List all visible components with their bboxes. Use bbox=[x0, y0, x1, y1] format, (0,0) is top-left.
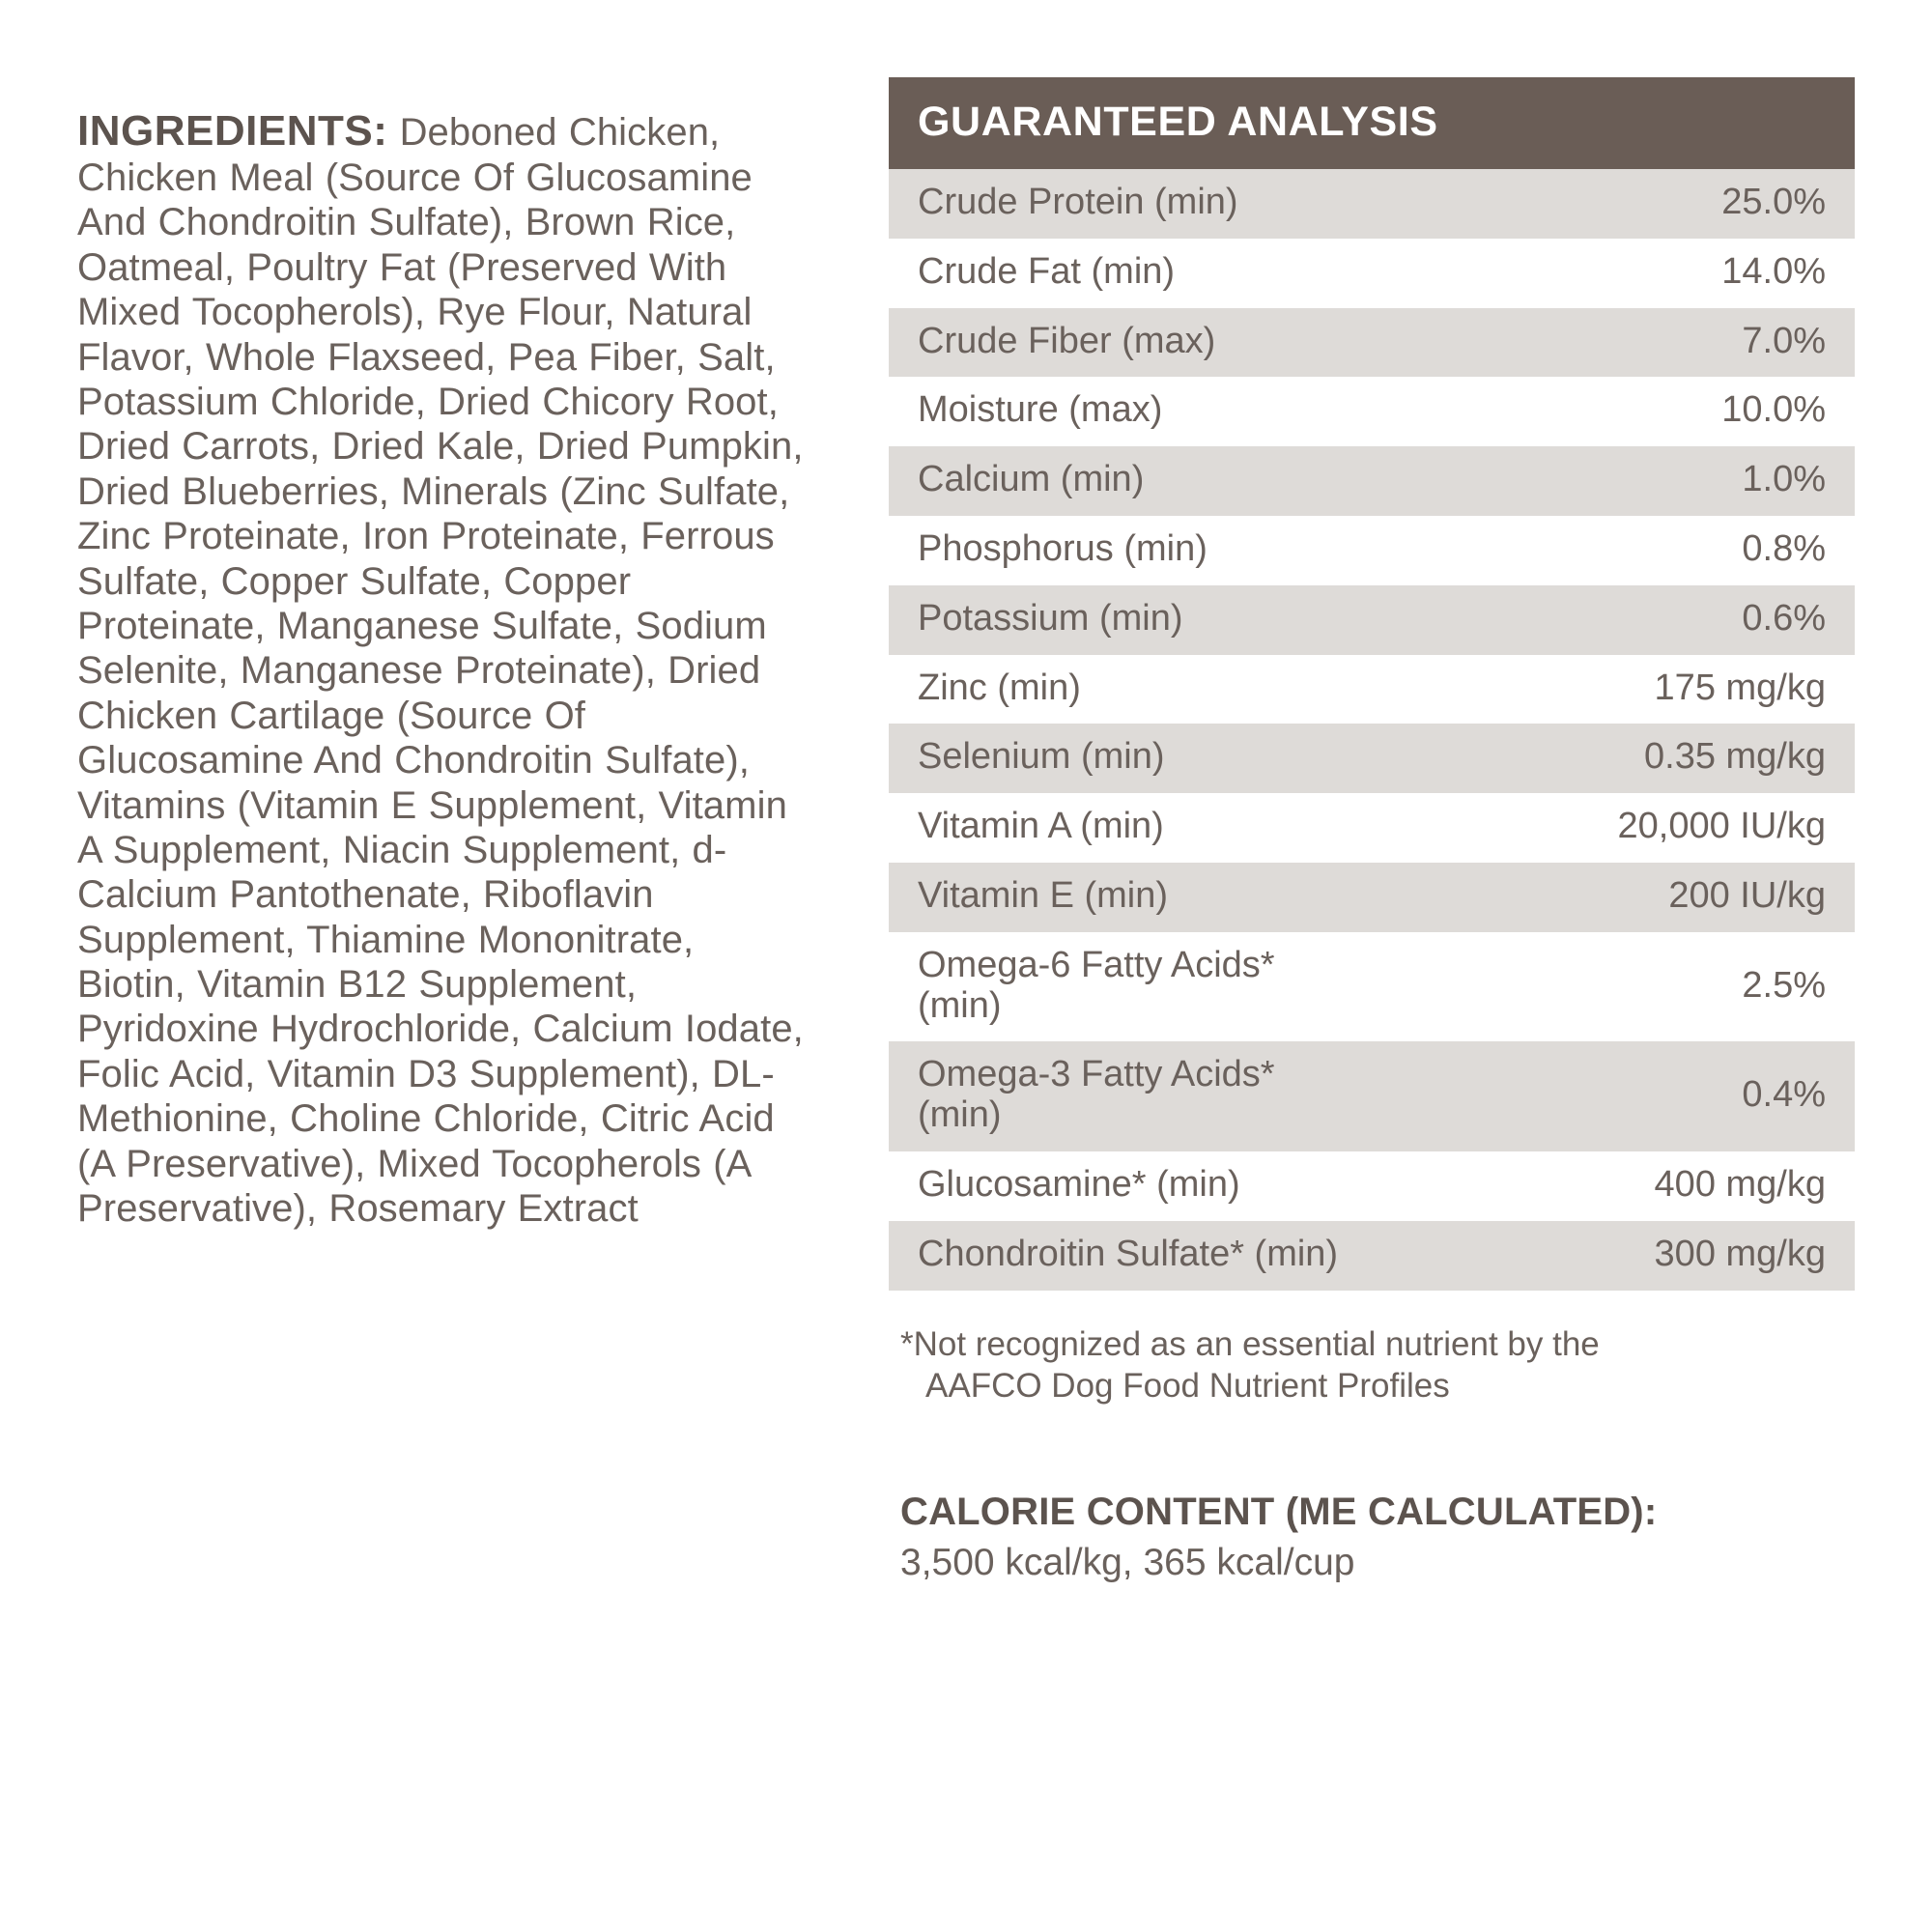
table-row bbox=[889, 863, 1855, 932]
nutrient-name: Crude Fat (min) bbox=[889, 239, 1372, 308]
table-row bbox=[889, 932, 1855, 1042]
nutrient-value: 20,000 IU/kg bbox=[1372, 793, 1855, 863]
nutrient-value: 25.0% bbox=[1372, 169, 1855, 239]
analysis-section bbox=[889, 68, 1855, 1864]
calorie-content-title: CALORIE CONTENT (ME CALCULATED): bbox=[900, 1491, 1658, 1534]
table-row bbox=[889, 308, 1855, 378]
guaranteed-analysis-title: GUARANTEED ANALYSIS bbox=[889, 77, 1855, 169]
table-row bbox=[889, 239, 1855, 308]
nutrient-name: Crude Fiber (max) bbox=[889, 308, 1372, 378]
nutrient-name: Potassium (min) bbox=[889, 585, 1372, 655]
table-row bbox=[889, 446, 1855, 516]
table-row bbox=[889, 1041, 1855, 1151]
nutrient-value: 300 mg/kg bbox=[1372, 1221, 1855, 1291]
table-row bbox=[889, 1151, 1855, 1221]
table-row bbox=[889, 169, 1855, 239]
nutrient-value: 1.0% bbox=[1372, 446, 1855, 516]
nutrient-value: 2.5% bbox=[1372, 932, 1855, 1042]
table-row bbox=[889, 1221, 1855, 1291]
ingredients-label: INGREDIENTS: bbox=[77, 107, 388, 155]
table-row bbox=[889, 793, 1855, 863]
nutrient-name: Moisture (max) bbox=[889, 377, 1372, 446]
nutrient-value: 400 mg/kg bbox=[1372, 1151, 1855, 1221]
nutrient-name: Vitamin E (min) bbox=[889, 863, 1372, 932]
nutrient-name: Glucosamine* (min) bbox=[889, 1151, 1372, 1221]
nutrient-value: 7.0% bbox=[1372, 308, 1855, 378]
guaranteed-analysis-table bbox=[889, 169, 1855, 1291]
nutrient-value: 0.8% bbox=[1372, 516, 1855, 585]
nutrient-name: Calcium (min) bbox=[889, 446, 1372, 516]
ingredients-paragraph bbox=[77, 106, 811, 1231]
nutrient-name: Chondroitin Sulfate* (min) bbox=[889, 1221, 1372, 1291]
nutrient-value: 0.4% bbox=[1372, 1041, 1855, 1151]
nutrient-value: 10.0% bbox=[1372, 377, 1855, 446]
nutrient-value: 200 IU/kg bbox=[1372, 863, 1855, 932]
nutrient-value: 0.35 mg/kg bbox=[1372, 724, 1855, 793]
table-row bbox=[889, 724, 1855, 793]
footnote-line-1: *Not recognized as an essential nutrient by the bbox=[900, 1324, 1600, 1363]
table-row bbox=[889, 377, 1855, 446]
calorie-content-value: 3,500 kcal/kg, 365 kcal/cup bbox=[900, 1542, 1355, 1584]
nutrient-value: 175 mg/kg bbox=[1372, 655, 1855, 724]
calorie-content-section bbox=[889, 1491, 1855, 1584]
guaranteed-analysis-rows bbox=[889, 169, 1855, 1291]
nutrient-name: Zinc (min) bbox=[889, 655, 1372, 724]
footnote-line-2: AAFCO Dog Food Nutrient Profiles bbox=[925, 1367, 1450, 1406]
table-row bbox=[889, 585, 1855, 655]
table-row bbox=[889, 655, 1855, 724]
nutrient-name: Phosphorus (min) bbox=[889, 516, 1372, 585]
nutrient-name: Omega-6 Fatty Acids* (min) bbox=[889, 932, 1372, 1042]
nutrient-value: 14.0% bbox=[1372, 239, 1855, 308]
nutrient-name: Crude Protein (min) bbox=[889, 169, 1372, 239]
nutrient-name: Selenium (min) bbox=[889, 724, 1372, 793]
table-row bbox=[889, 516, 1855, 585]
ingredients-section bbox=[77, 68, 811, 1864]
nutrient-name: Vitamin A (min) bbox=[889, 793, 1372, 863]
nutrient-value: 0.6% bbox=[1372, 585, 1855, 655]
footnote bbox=[889, 1323, 1855, 1408]
nutrient-name: Omega-3 Fatty Acids* (min) bbox=[889, 1041, 1372, 1151]
ingredients-list: Deboned Chicken, Chicken Meal (Source Of Glucosamine And Chondroitin Sulfate), Brown Rice, Oatmeal, Poultry Fat (Preserved With Mixed Tocopherols), Rye Flour, Natural Flavor, Whole Flaxseed, Pea Fiber, Salt, Potassium Chloride, Dried Chicory Root, Dried Carrots, Dried Kale, Dried Pumpkin, Dried Blueberries, Minerals (Zinc Sulfate, Zinc Proteinate, Iron Proteinate, Ferrous Sulfate, Copper Sulfate, Copper Proteinate, Manganese Sulfate, Sodium Selenite, Manganese Proteinate), Dried Chicken Cartilage (Source Of Glucosamine And Chondroitin Sulfate), Vitamins (Vitamin E Supplement, Vitamin A Supplement, Niacin Supplement, d-Calcium Pantothenate, Riboflavin Supplement, Thiamine Mononitrate, Biotin, Vitamin B12 Supplement, Pyridoxine Hydrochloride, Calcium Iodate, Folic Acid, Vitamin D3 Supplement), DL-Methionine, Choline Chloride, Citric Acid (A Preservative), Mixed Tocopherols (A Preservative), Rosemary Extract bbox=[77, 111, 804, 1231]
